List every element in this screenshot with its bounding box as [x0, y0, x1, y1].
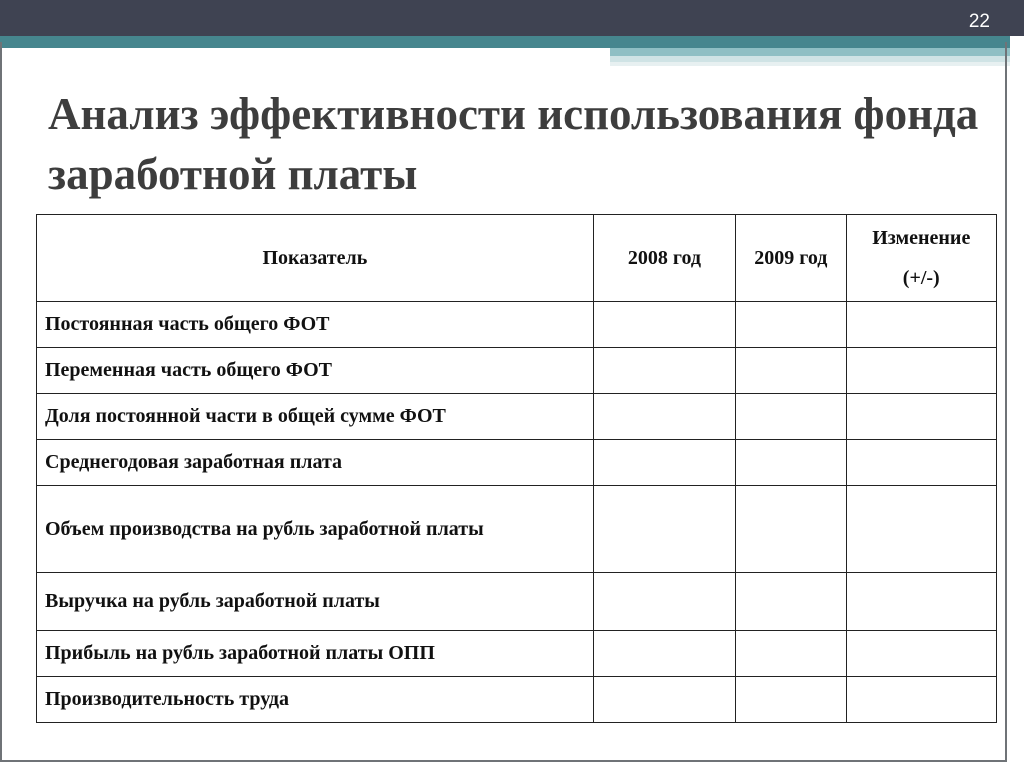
cell-2009: [736, 348, 846, 394]
cell-2009: [736, 440, 846, 486]
row-label: Производительность труда: [37, 677, 594, 723]
table-row: [37, 631, 997, 677]
cell-2008: [593, 631, 735, 677]
table-row: [37, 302, 997, 348]
cell-2008: [593, 302, 735, 348]
cell-change: [846, 573, 996, 631]
header-year-2008: 2008 год: [593, 215, 735, 302]
slide-number: 22: [968, 11, 990, 32]
cell-2008: [593, 394, 735, 440]
cell-2009: [736, 573, 846, 631]
row-label: Переменная часть общего ФОТ: [37, 348, 594, 394]
header-change: Изменение (+/-): [846, 215, 996, 302]
table-row: [37, 348, 997, 394]
cell-2008: [593, 573, 735, 631]
table-row: [37, 440, 997, 486]
cell-change: [846, 440, 996, 486]
cell-2008: [593, 348, 735, 394]
cell-2009: [736, 486, 846, 573]
table-row: [37, 677, 997, 723]
cell-2008: [593, 677, 735, 723]
table-row: [37, 394, 997, 440]
slide-title: Анализ эффективности использования фонда заработной платы: [48, 89, 979, 199]
row-label: Доля постоянной части в общей сумме ФОТ: [37, 394, 594, 440]
cell-change: [846, 677, 996, 723]
header-band: [0, 0, 1024, 36]
row-label: Прибыль на рубль заработной платы ОПП: [37, 631, 594, 677]
cell-2009: [736, 631, 846, 677]
table-header-row: [37, 215, 997, 302]
cell-2009: [736, 302, 846, 348]
cell-change: [846, 486, 996, 573]
table-row: [37, 486, 997, 573]
cell-2009: [736, 394, 846, 440]
cell-2009: [736, 677, 846, 723]
header-indicator: Показатель: [37, 215, 594, 302]
table-row: [37, 573, 997, 631]
analysis-table: [36, 214, 997, 723]
cell-2008: [593, 440, 735, 486]
cell-change: [846, 631, 996, 677]
header-year-2009: 2009 год: [736, 215, 846, 302]
cell-change: [846, 302, 996, 348]
cell-change: [846, 394, 996, 440]
row-label: Среднегодовая заработная плата: [37, 440, 594, 486]
cell-change: [846, 348, 996, 394]
cell-2008: [593, 486, 735, 573]
row-label: Объем производства на рубль заработной платы: [37, 486, 594, 573]
row-label: Постоянная часть общего ФОТ: [37, 302, 594, 348]
row-label: Выручка на рубль заработной платы: [37, 573, 594, 631]
